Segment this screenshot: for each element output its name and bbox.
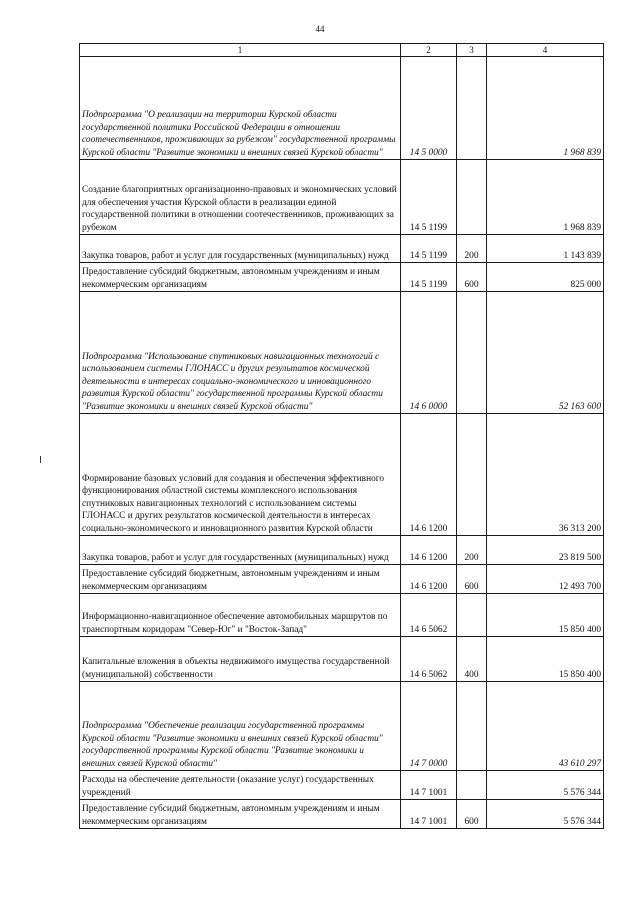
row-code: 14 6 5062 xyxy=(401,637,457,682)
row-code: 14 6 0000 xyxy=(401,292,457,414)
row-sum: 1 143 839 xyxy=(487,235,604,263)
row-sum: 43 610 297 xyxy=(487,682,604,771)
row-type: 600 xyxy=(457,565,487,594)
row-sum: 1 968 839 xyxy=(487,160,604,235)
table-row xyxy=(80,771,604,800)
row-sum: 5 576 344 xyxy=(487,771,604,800)
row-type xyxy=(457,594,487,637)
header-col-type: 3 xyxy=(457,44,487,57)
row-code: 14 6 5062 xyxy=(401,594,457,637)
row-type: 600 xyxy=(457,263,487,292)
row-sum: 15 850 400 xyxy=(487,637,604,682)
row-name: Капитальные вложения в объекты недвижимого имущества государственной (муниципальной) собственности xyxy=(80,637,401,682)
table-row xyxy=(80,414,604,536)
table-row xyxy=(80,565,604,594)
row-type xyxy=(457,57,487,160)
row-type: 200 xyxy=(457,536,487,565)
row-type xyxy=(457,771,487,800)
row-name: Предоставление субсидий бюджетным, автономным учреждениям и иным некоммерческим организациям xyxy=(80,800,401,829)
row-name: Формирование базовых условий для создания и обеспечения эффективного функционирования областной системы комплексного использования спутниковых навигационных технологий с использованием системы ГЛОНАСС и других результатов космической деятельности в интересах социально-экономического и инновационного развития Курской области xyxy=(80,414,401,536)
row-code: 14 7 1001 xyxy=(401,800,457,829)
row-type xyxy=(457,160,487,235)
row-sum: 5 576 344 xyxy=(487,800,604,829)
row-name: Расходы на обеспечение деятельности (оказание услуг) государственных учреждений xyxy=(80,771,401,800)
table-row xyxy=(80,160,604,235)
row-code: 14 6 1200 xyxy=(401,414,457,536)
row-sum: 1 968 839 xyxy=(487,57,604,160)
row-type: 600 xyxy=(457,800,487,829)
header-col-name: 1 xyxy=(80,44,401,57)
row-sum: 12 493 700 xyxy=(487,565,604,594)
row-type: 200 xyxy=(457,235,487,263)
row-name: Закупка товаров, работ и услуг для государственных (муниципальных) нужд xyxy=(80,536,401,565)
row-name: Предоставление субсидий бюджетным, автономным учреждениям и иным некоммерческим организациям xyxy=(80,263,401,292)
row-type xyxy=(457,682,487,771)
row-name: Информационно-навигационное обеспечение автомобильных маршрутов по транспортным коридорам "Север-Юг" и "Восток-Запад" xyxy=(80,594,401,637)
row-name: Подпрограмма "Обеспечение реализации государственной программы Курской области "Развитие экономики и внешних связей Курской области" государственной программы Курской области "Развитие экономики и внешних связей Курской области" xyxy=(80,682,401,771)
row-code: 14 5 0000 xyxy=(401,57,457,160)
row-code: 14 5 1199 xyxy=(401,235,457,263)
row-code: 14 7 1001 xyxy=(401,771,457,800)
table-row xyxy=(80,682,604,771)
row-sum: 825 000 xyxy=(487,263,604,292)
row-code: 14 7 0000 xyxy=(401,682,457,771)
table-row xyxy=(80,263,604,292)
row-type: 400 xyxy=(457,637,487,682)
row-code: 14 5 1199 xyxy=(401,160,457,235)
table-row xyxy=(80,536,604,565)
margin-mark xyxy=(40,456,41,463)
row-name: Подпрограмма "О реализации на территории Курской области государственной политики Российской Федерации в отношении соотечественников, проживающих за рубежом" государственной программы Курской области "Развитие экономики и внешних связей Курской области" xyxy=(80,57,401,160)
row-name: Подпрограмма "Использование спутниковых навигационных технологий с использованием системы ГЛОНАСС и других результатов космической деятельности в интересах социально-экономического и инновационного развития Курской области" государственной программы Курской области "Развитие экономики и внешних связей Курской области" xyxy=(80,292,401,414)
row-code: 14 6 1200 xyxy=(401,565,457,594)
table-row xyxy=(80,235,604,263)
row-code: 14 5 1199 xyxy=(401,263,457,292)
budget-table xyxy=(79,43,604,829)
row-name: Предоставление субсидий бюджетным, автономным учреждениям и иным некоммерческим организациям xyxy=(80,565,401,594)
row-type xyxy=(457,292,487,414)
row-code: 14 6 1200 xyxy=(401,536,457,565)
table-header-row xyxy=(80,44,604,57)
row-sum: 52 163 600 xyxy=(487,292,604,414)
row-type xyxy=(457,414,487,536)
table-row xyxy=(80,800,604,829)
header-col-code: 2 xyxy=(401,44,457,57)
table-row xyxy=(80,594,604,637)
table-row xyxy=(80,57,604,160)
table-row xyxy=(80,292,604,414)
row-sum: 36 313 200 xyxy=(487,414,604,536)
table-row xyxy=(80,637,604,682)
header-col-sum: 4 xyxy=(487,44,604,57)
row-name: Закупка товаров, работ и услуг для государственных (муниципальных) нужд xyxy=(80,235,401,263)
row-sum: 15 850 400 xyxy=(487,594,604,637)
row-name: Создание благоприятных организационно-правовых и экономических условий для обеспечения участия Курской области в реализации единой государственной политики в отношении соотечественников, проживающих за рубежом xyxy=(80,160,401,235)
row-sum: 23 819 500 xyxy=(487,536,604,565)
page-number: 44 xyxy=(315,24,325,34)
